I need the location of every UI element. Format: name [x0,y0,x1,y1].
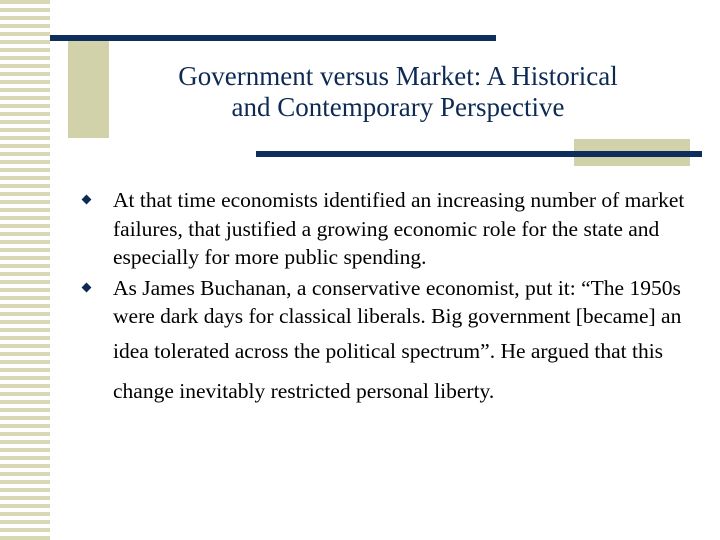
accent-block-left [68,38,109,138]
bullet-text-1: At that time economists identified an increasing number of market failures, that justified a growing economic role for the state and especially for more public spending. [113,188,685,269]
bullet-text-2-tail: argued that this change inevitably restricted personal liberty. [113,338,664,403]
decorative-stripe-band [0,0,50,540]
title-rule-bottom [256,151,702,157]
bullet-list [78,186,710,413]
slide-title [110,61,686,123]
diamond-bullet-icon [82,195,92,205]
diamond-bullet-icon [82,282,92,292]
bullet-text-2: As James Buchanan, a conservative economist, put it: “The 1950s were dark days for classical liberals. Big government [became] an idea tolerated across the political spectrum”. He [113,275,682,363]
title-rule-top [50,35,496,41]
bullet-item-2 [78,274,710,411]
slide-title-line-2: and Contemporary Perspective [231,92,565,122]
slide-title-line-1: Government versus Market: A Historical [178,61,618,91]
bullet-item-1 [78,186,710,272]
